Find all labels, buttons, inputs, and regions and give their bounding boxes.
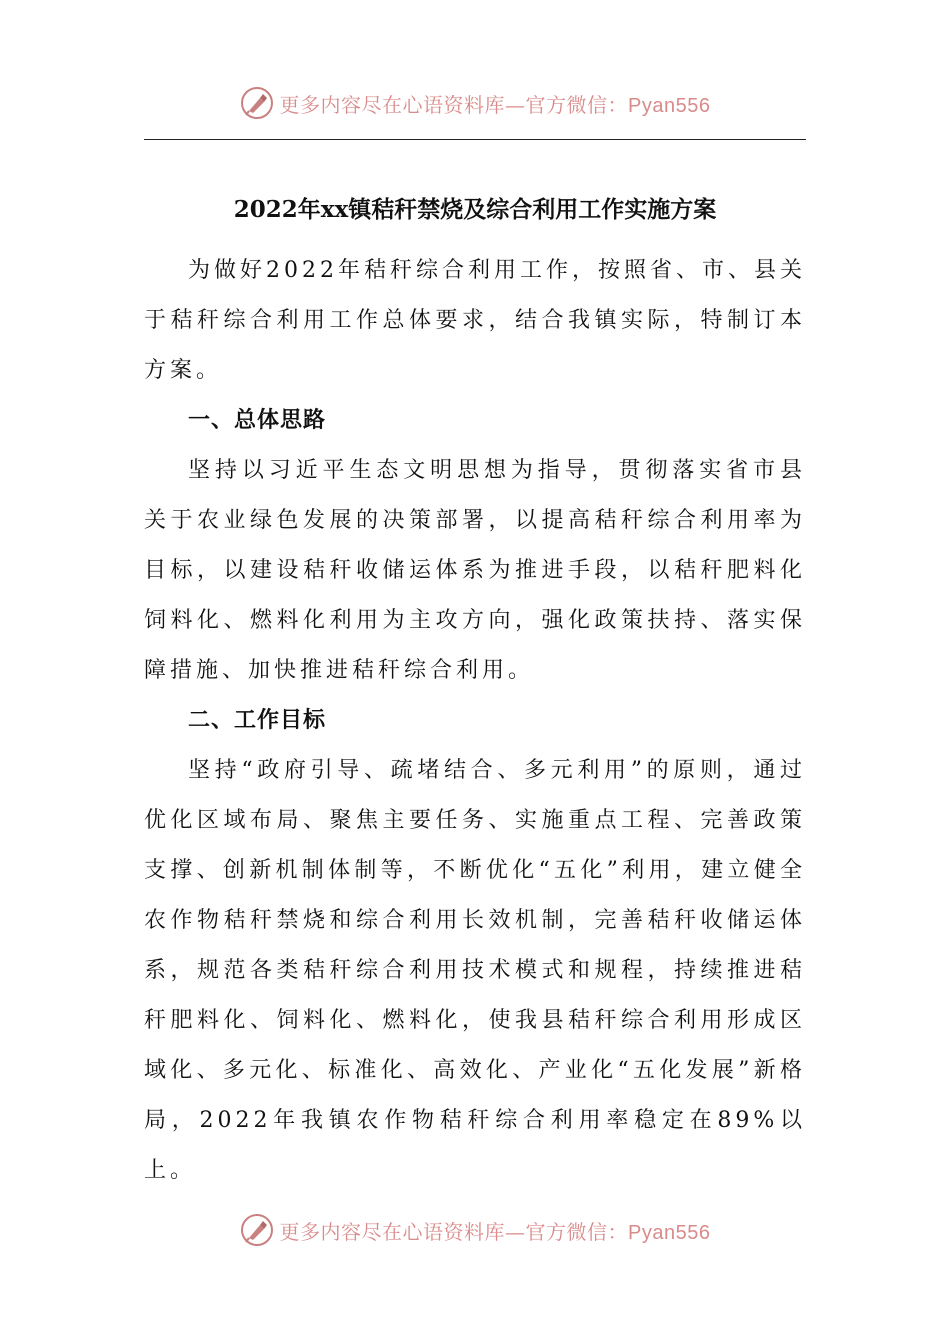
pen-nib-logo-icon [240, 1213, 274, 1247]
section-heading-overall-approach: 一、总体思路 [188, 408, 327, 433]
section-body-work-goals: 坚持“政府引导、疏堵结合、多元利用”的原则，通过优化区域布局、聚焦主要任务、实施重点工程、完善政策支撑、创新机制体制等，不断优化“五化”利用，建立健全农作物秸秆禁烧和综合利用长效机制，完善秸秆收储运体系，规范各类秸秆综合利用技术模式和规程，持续推进秸秆肥料化、饲料化、燃料化，使我县秸秆综合利用形成区域化、多元化、标准化、高效化、产业化“五化发展”新格局，2022年我镇农作物秸秆综合利用率稳定在89%以上。 [144, 758, 806, 1183]
document-title: 2022年xx镇秸秆禁烧及综合利用工作实施方案 [233, 196, 717, 224]
section-heading-work-goals: 二、工作目标 [188, 708, 327, 733]
watermark-text: 更多内容尽在心语资料库—官方微信：Pyan556 [279, 1219, 711, 1244]
intro-paragraph: 为做好2022年秸秆综合利用工作，按照省、市、县关于秸秆综合利用工作总体要求，结合我镇实际，特制订本方案。 [144, 258, 806, 383]
watermark-text: 更多内容尽在心语资料库—官方微信：Pyan556 [279, 92, 711, 117]
section-body-overall-approach: 坚持以习近平生态文明思想为指导，贯彻落实省市县关于农业绿色发展的决策部署，以提高秸秆综合利用率为目标，以建设秸秆收储运体系为推进手段，以秸秆肥料化饲料化、燃料化利用为主攻方向，强化政策扶持、落实保障措施、加快推进秸秆综合利用。 [144, 458, 806, 683]
header-watermark [0, 83, 950, 123]
footer-watermark [0, 1210, 950, 1250]
wechat-id: Pyan556 [628, 1221, 711, 1244]
header-divider [144, 139, 806, 140]
wechat-id: Pyan556 [628, 94, 711, 117]
pen-nib-logo-icon [240, 86, 274, 120]
document-body [144, 246, 806, 1196]
